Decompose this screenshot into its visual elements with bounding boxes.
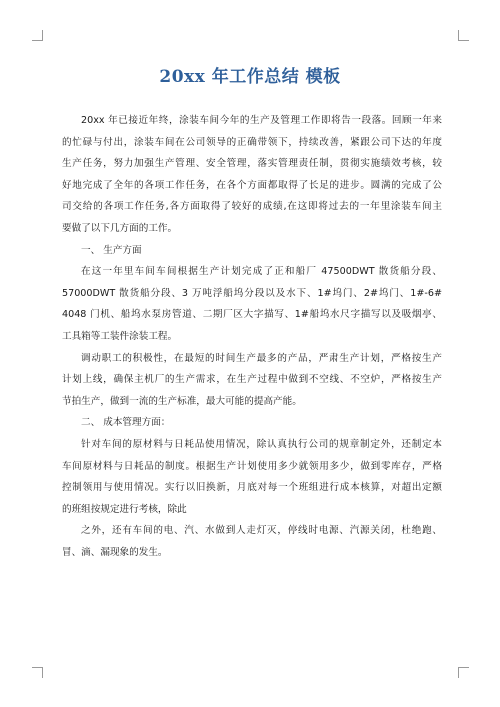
paragraph-heading-1 [62, 240, 442, 262]
paragraph-cost [62, 434, 442, 520]
text-line: 工具箱等工装件涂装工程。 [62, 330, 178, 342]
text-line: 调动职工的积极性，在最短的时间生产最多的产品，严肃生产计划，严格按生产 [81, 352, 442, 364]
text-line: 20xx 年已接近年终，涂装车间今年的生产及管理工作即将告一段落。回顾一年来 [81, 115, 442, 126]
text-line: 计划上线，确保主机厂的生产需求，在生产过程中做到不空线、不空炉，严格按生产 [62, 374, 442, 386]
text-line: 生产任务，努力加强生产管理、安全管理，落实管理责任制，贯彻实施绩效考核，较 [62, 158, 442, 170]
crop-mark-top-left [32, 30, 43, 41]
paragraph-intro [62, 110, 442, 240]
paragraph-motivation [62, 348, 442, 413]
text-line: 的忙碌与付出，涂装车间在公司领导的正确带领下，持续改善，紧跟公司下达的年度 [62, 136, 442, 148]
paragraph-production [62, 261, 442, 347]
paragraph-cost-cont [62, 520, 442, 563]
text-line: 二、 成本管理方面： [81, 417, 171, 429]
text-line: 在这一年里车间车间根据生产计划完成了正和船厂 47500DWT 散货船分段、 [81, 266, 442, 278]
text-line: 的班组按规定进行考核，除此 [62, 503, 187, 515]
crop-mark-top-right [458, 30, 469, 41]
text-line: 节拍生产，做到一流的生产标准，最大可能的提高产能。 [62, 395, 302, 407]
text-line: 车间原材料与日耗品的制度。根据生产计划使用多少就领用多少，做到零库存，严格 [62, 460, 442, 472]
text-line: 司交给的各项工作任务,各方面取得了较好的成绩,在这即将过去的一年里涂装车间主 [62, 201, 442, 213]
document-title: 20xx 年工作总结 模板 [159, 67, 341, 87]
text-line: 一、 生产方面 [81, 244, 142, 256]
text-line: 针对车间的原材料与日耗品使用情况，除认真执行公司的规章制定外，还制定本 [81, 438, 442, 450]
text-line: 控制领用与使用情况。实行以旧换新，月底对每一个班组进行成本核算，对超出定额 [62, 482, 442, 494]
paragraph-heading-2 [62, 412, 442, 434]
text-line: 要做了以下几方面的工作。 [62, 222, 178, 234]
text-line: 之外，还有车间的电、汽、水做到人走灯灭，停线时电源、汽源关闭，杜绝跑、 [81, 525, 442, 537]
document-body [62, 110, 442, 563]
crop-mark-bottom-right [458, 667, 469, 678]
text-line: 冒、滴、漏现象的发生。 [62, 546, 168, 558]
text-line: 4048 门机、船坞水泵房管道、二期厂区大字描写、1#船坞水尺字描写以及吸烟亭、 [62, 309, 442, 321]
text-line: 好地完成了全年的各项工作任务，在各个方面都取得了长足的进步。圆满的完成了公 [62, 179, 442, 191]
crop-mark-bottom-left [32, 667, 43, 678]
text-line: 57000DWT 散货船分段、3 万吨浮船坞分段以及水下、1#坞门、2#坞门、1#-6# [62, 287, 442, 299]
